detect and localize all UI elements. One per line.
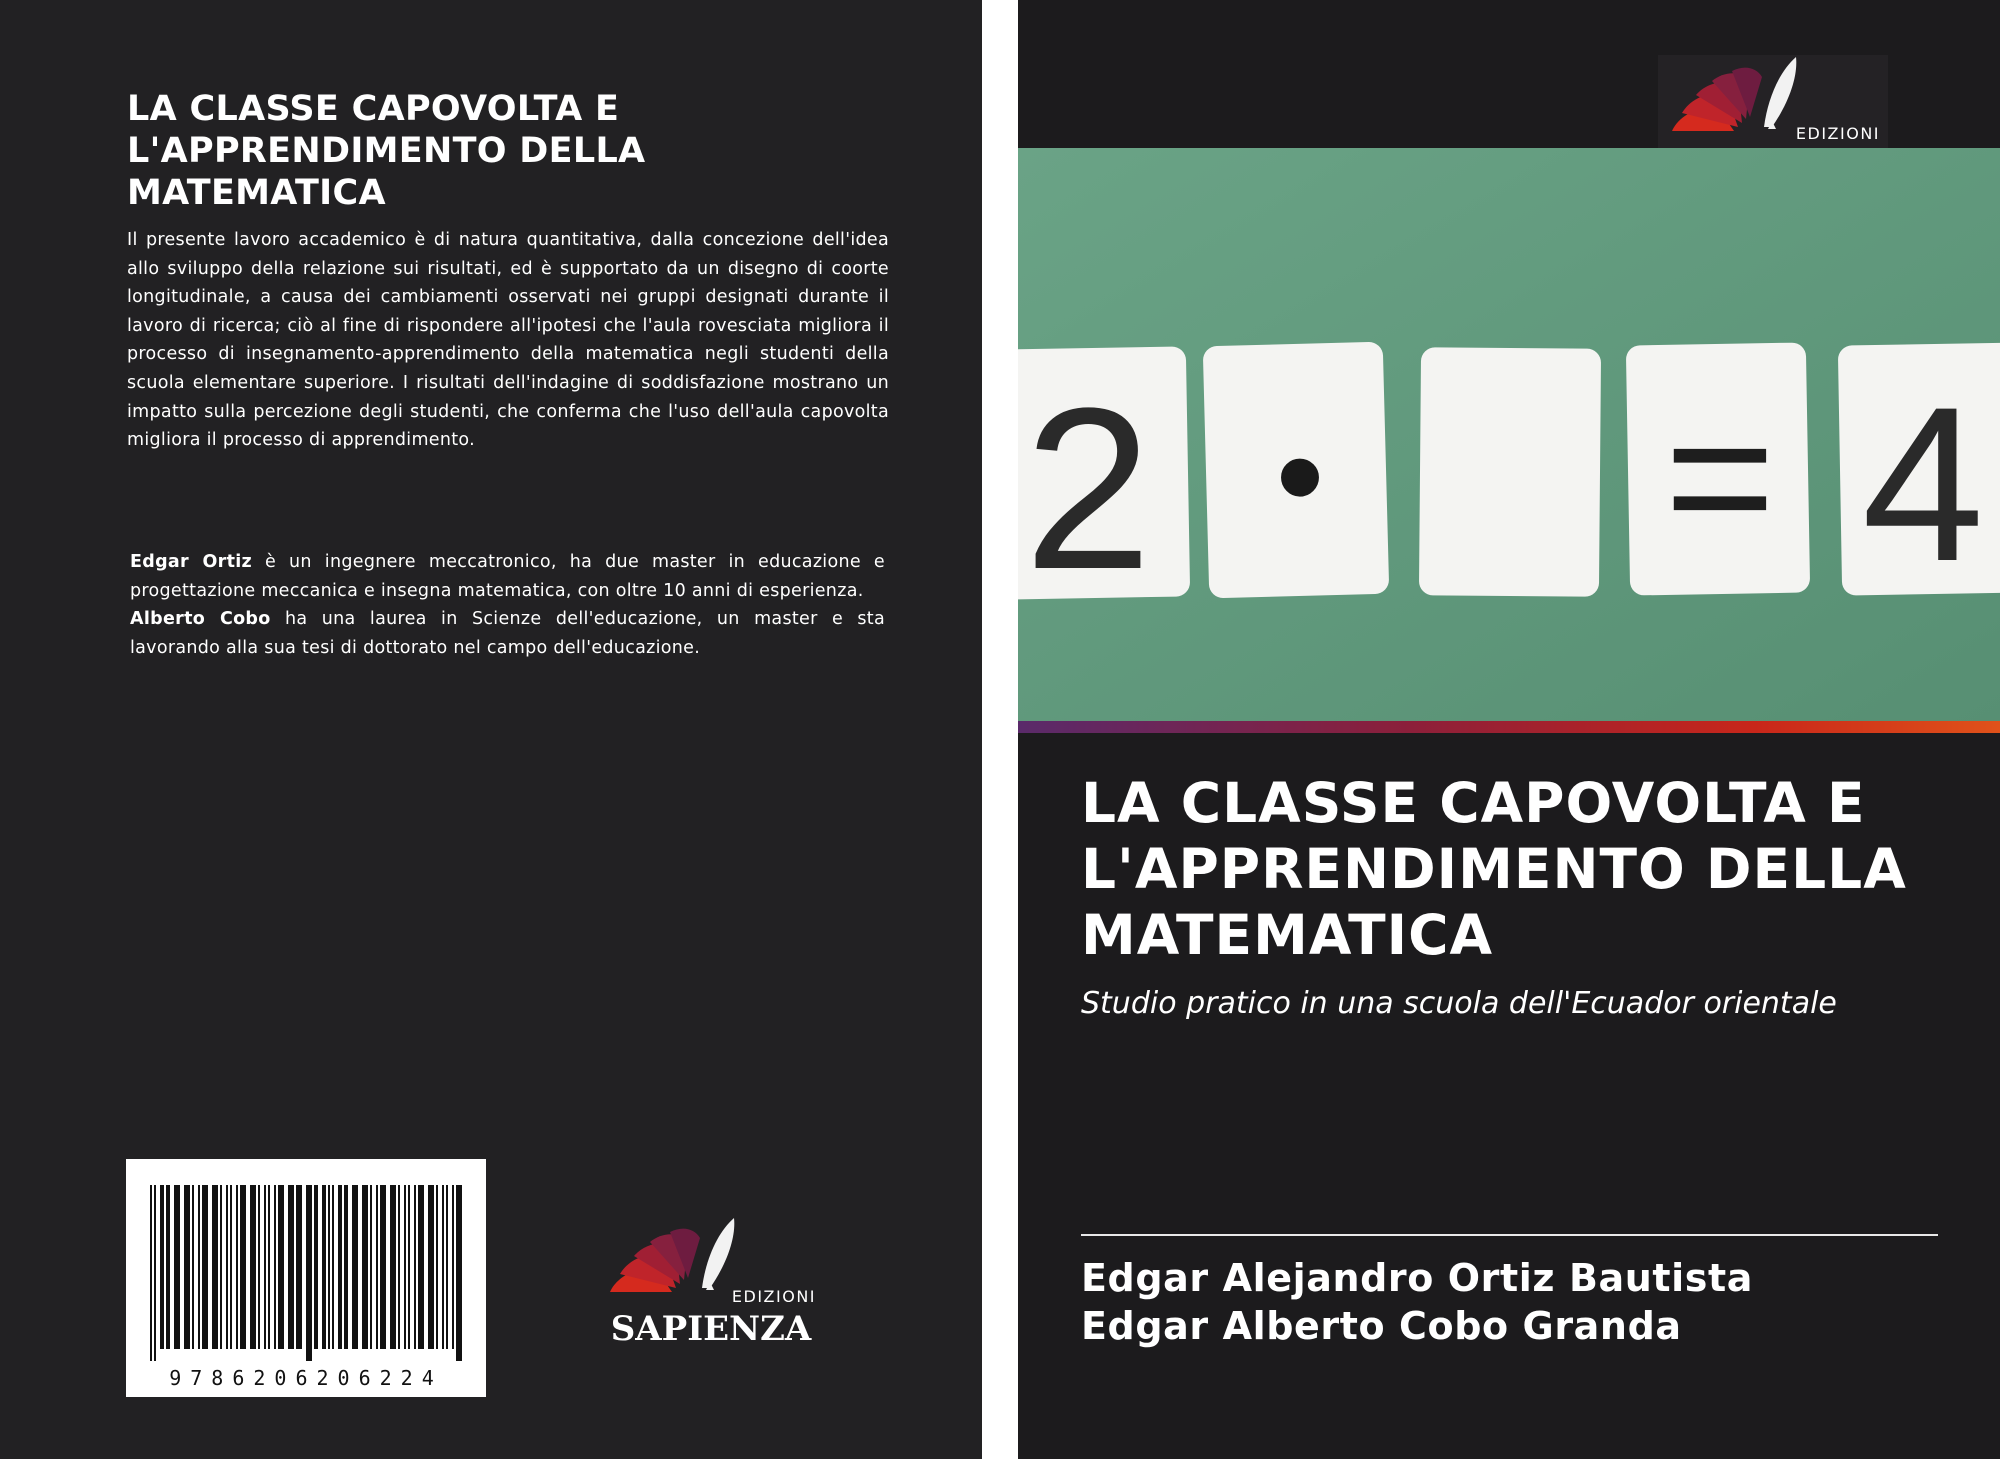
barcode-bar <box>428 1185 434 1349</box>
front-cover <box>1018 0 2000 1459</box>
svg-text:=: = <box>1664 371 1776 583</box>
barcode-bar <box>418 1185 424 1349</box>
svg-text:•: • <box>1275 397 1325 554</box>
barcode-bar <box>306 1185 312 1361</box>
card-blank <box>1419 347 1601 597</box>
cover-photo <box>1018 148 2000 721</box>
back-cover-blurb: Il presente lavoro accademico è di natura quantitativa, dalla concezione dell'idea allo sviluppo della relazione sui risultati, ed è supportato da un disegno di coorte longitudinale, a causa dei cambiamenti osservati nei gruppi designati durante il lavoro di ricerca; ciò al fine di rispondere all'ipotesi che l'aula rovesciata migliora il processo di insegnamento-apprendimento della matematica negli studenti della scuola elementare superiore. I risultati dell'indagine di soddisfazione mostrano un impatto sulla percezione degli studenti, che conferma che l'uso dell'aula capovolta migliora il processo di apprendimento. <box>127 230 889 451</box>
barcode-bar <box>408 1185 410 1349</box>
barcode-bar <box>456 1185 462 1361</box>
barcode-bar <box>452 1185 454 1349</box>
barcode-bar <box>370 1185 372 1349</box>
barcode-bar <box>274 1185 276 1349</box>
barcode-bar <box>184 1185 190 1349</box>
barcode-bar <box>192 1185 194 1349</box>
barcode-bar <box>240 1185 246 1349</box>
barcode-bar <box>436 1185 438 1349</box>
author-name: Edgar Alberto Cobo Granda <box>1081 1304 1682 1348</box>
barcode-bar <box>288 1185 294 1349</box>
author-bios <box>130 548 885 662</box>
accent-stripe <box>1018 721 2000 733</box>
barcode-bar <box>226 1185 228 1349</box>
barcode-bar <box>380 1185 386 1349</box>
barcode-bar <box>328 1185 330 1349</box>
barcode-bar <box>446 1185 448 1349</box>
barcode-bar <box>398 1185 400 1349</box>
barcode-bar <box>414 1185 416 1349</box>
barcode-bar <box>390 1185 396 1349</box>
barcode-bar <box>198 1185 200 1349</box>
math-cards-illustration <box>1018 148 2000 721</box>
barcode-bar <box>212 1185 218 1349</box>
card-equals <box>1626 342 1810 595</box>
card-2 <box>1018 346 1190 617</box>
divider <box>1081 1234 1938 1236</box>
publisher-line1: EDIZIONI <box>731 1287 816 1306</box>
barcode-bar <box>150 1185 152 1361</box>
barcode-bar <box>442 1185 444 1349</box>
barcode-bar <box>344 1185 348 1349</box>
author-list <box>1081 1254 1961 1350</box>
author-bio-ortiz <box>130 548 885 605</box>
barcode-bar <box>268 1185 270 1349</box>
isbn-number: 9786206206224 <box>169 1366 443 1390</box>
author-name: Edgar Alejandro Ortiz Bautista <box>1081 1256 1754 1300</box>
barcode-bar <box>220 1185 222 1349</box>
barcode-bar <box>166 1185 170 1349</box>
barcode-bar <box>332 1185 334 1349</box>
barcode-bar <box>338 1185 342 1349</box>
svg-text:4: 4 <box>1861 361 1985 607</box>
publisher-line2: SAPIENZA <box>610 1309 812 1349</box>
barcode-bar <box>404 1185 406 1349</box>
author-bio-text: è un ingegnere meccatronico, ha due master in educazione e progettazione meccanica e insegna matematica, con oltre 10 anni di esperienza. <box>130 552 885 601</box>
barcode-bar <box>352 1185 358 1349</box>
front-cover-title: LA CLASSE CAPOVOLTA E L'APPRENDIMENTO DELLA MATEMATICA <box>1081 771 1907 967</box>
barcode-bar <box>160 1185 164 1349</box>
back-cover-title: LA CLASSE CAPOVOLTA E L'APPRENDIMENTO DELLA MATEMATICA <box>127 89 646 213</box>
author-bio-cobo <box>130 605 885 662</box>
barcode-bar <box>278 1185 284 1349</box>
barcode-bar <box>258 1185 260 1349</box>
barcode-bar <box>264 1185 266 1349</box>
barcode-bar <box>174 1185 180 1349</box>
barcode-bar <box>230 1185 232 1349</box>
svg-text:2: 2 <box>1024 360 1152 617</box>
author-bio-name: Edgar Ortiz <box>130 552 253 572</box>
barcode-bar <box>236 1185 238 1349</box>
back-cover <box>0 0 982 1459</box>
barcode-bar <box>202 1185 208 1349</box>
barcode-bar <box>376 1185 378 1349</box>
barcode-bar <box>314 1185 318 1349</box>
barcode-graphic <box>126 1159 486 1397</box>
barcode-bar <box>250 1185 256 1349</box>
barcode-bar <box>362 1185 368 1349</box>
barcode-bar <box>322 1185 326 1349</box>
author-bio-text: ha una laurea in Scienze dell'educazione, un master e sta lavorando alla sua tesi di dottorato nel campo dell'educazione. <box>130 609 885 658</box>
card-dot <box>1203 342 1390 599</box>
publisher-logo-back <box>600 1214 822 1350</box>
author-bio-name: Alberto Cobo <box>130 609 271 630</box>
barcode-bar <box>154 1185 156 1361</box>
isbn-barcode <box>126 1159 486 1397</box>
front-cover-subtitle: Studio pratico in una scuola dell'Ecuador orientale <box>1081 986 1837 1021</box>
publisher-line1: EDIZIONI <box>1795 124 1880 143</box>
barcode-bar <box>296 1185 302 1349</box>
card-4 <box>1838 342 2000 607</box>
